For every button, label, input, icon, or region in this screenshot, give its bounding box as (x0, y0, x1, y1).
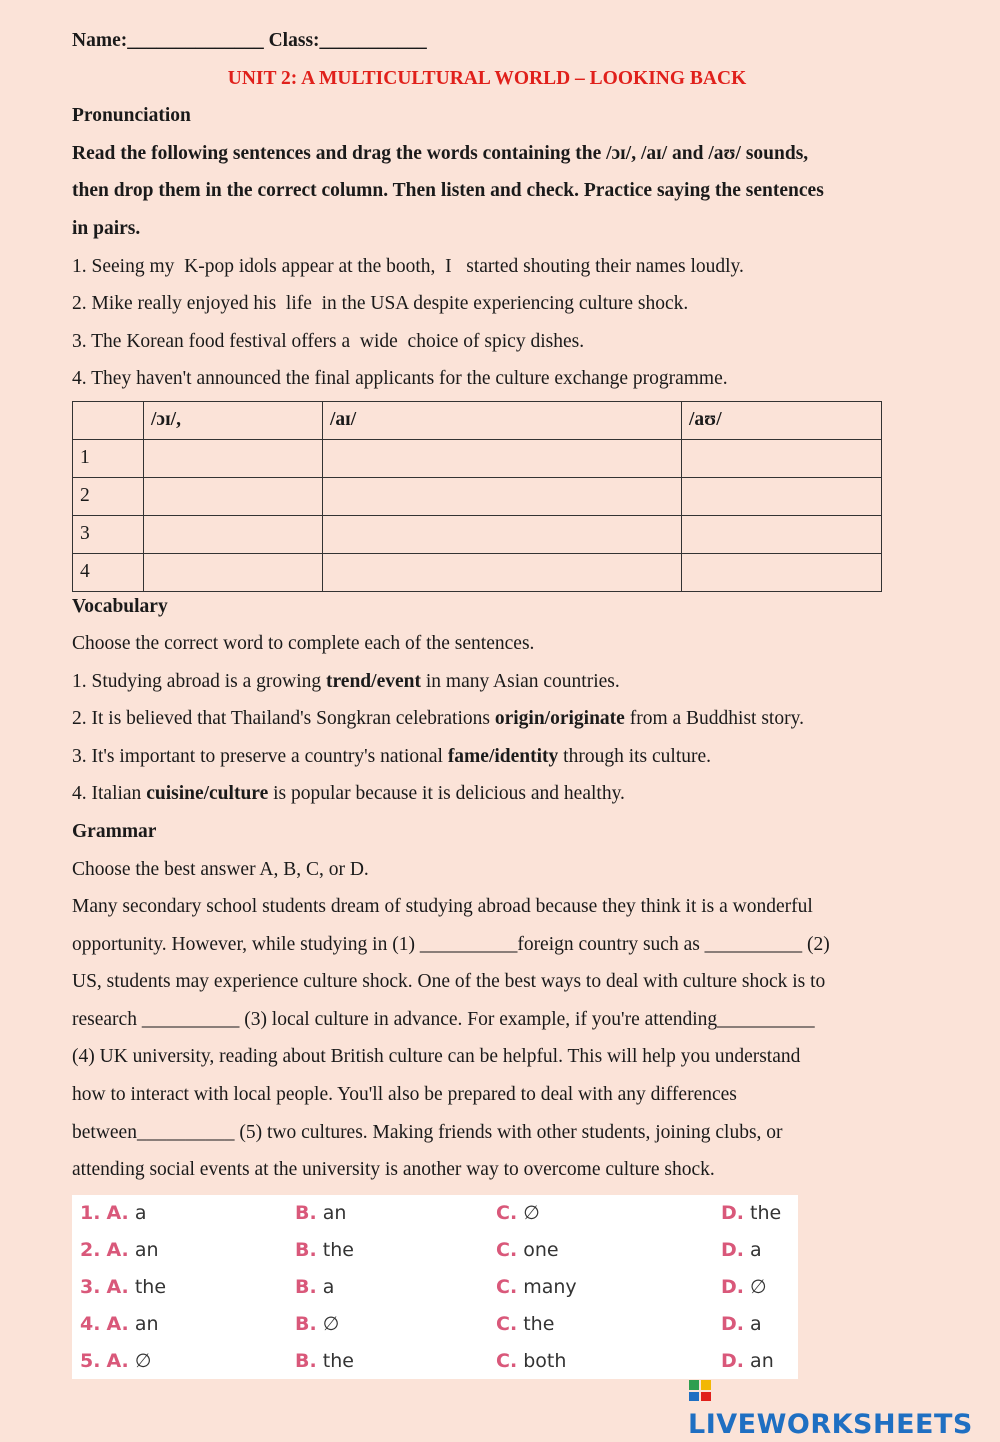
pronunciation-sentence-3: 3. The Korean food festival offers a wide choice of spicy dishes. (72, 330, 585, 352)
liveworksheets-logo-icon (688, 1378, 712, 1402)
question-number: 5. (80, 1350, 101, 1372)
vocab-text: 3. It's important to preserve a country's national (72, 745, 448, 767)
option-letter: C. (496, 1276, 518, 1298)
option-letter: D. (721, 1239, 744, 1261)
table-header-row (73, 401, 882, 439)
pronunciation-sentence-1: 1. Seeing my K-pop idols appear at the booth, I started shouting their names loudly. (72, 255, 744, 277)
option-a[interactable] (80, 1269, 166, 1306)
drop-cell-ai[interactable] (323, 515, 682, 553)
option-b[interactable] (295, 1306, 339, 1343)
option-d[interactable] (721, 1269, 767, 1306)
option-letter: C. (496, 1350, 518, 1372)
grammar-passage-line: between__________ (5) two cultures. Making friends with other students, joining clubs, or (72, 1121, 783, 1143)
option-a[interactable] (80, 1306, 159, 1343)
option-b[interactable] (295, 1195, 346, 1232)
option-a[interactable] (80, 1343, 151, 1380)
pronunciation-heading: Pronunciation (72, 105, 191, 127)
vocab-text: 4. Italian (72, 783, 147, 805)
pronunciation-instruction-2: then drop them in the correct column. Then listen and check. Practice saying the sentences (72, 180, 824, 202)
answer-row (80, 1195, 790, 1232)
option-letter: D. (721, 1313, 744, 1335)
option-text: the (750, 1202, 782, 1224)
option-letter: D. (721, 1276, 744, 1298)
drop-cell-oi[interactable] (144, 553, 323, 591)
option-text: ∅ (322, 1313, 340, 1335)
option-text: one (523, 1239, 559, 1261)
option-letter: C. (496, 1313, 518, 1335)
option-letter: B. (295, 1350, 317, 1372)
option-letter: A. (106, 1239, 129, 1261)
answer-row (80, 1343, 790, 1380)
pronunciation-sentence-4: 4. They haven't announced the final applicants for the culture exchange programme. (72, 368, 728, 390)
pronunciation-instruction-3: in pairs. (72, 217, 141, 239)
option-letter: B. (295, 1202, 317, 1224)
vocabulary-heading: Vocabulary (72, 595, 168, 617)
option-text: both (523, 1350, 567, 1372)
grammar-passage-line: attending social events at the university is another way to overcome culture shock. (72, 1159, 715, 1181)
vocabulary-item (72, 738, 932, 776)
option-text: a (750, 1239, 762, 1261)
option-text: an (134, 1239, 159, 1261)
table-row (73, 439, 882, 477)
answer-row (80, 1306, 790, 1343)
drop-cell-au[interactable] (682, 477, 882, 515)
option-c[interactable] (496, 1306, 554, 1343)
vocabulary-instruction: Choose the correct word to complete each of the sentences. (72, 632, 535, 654)
option-c[interactable] (496, 1232, 559, 1269)
drop-cell-oi[interactable] (144, 515, 323, 553)
answer-row (80, 1232, 790, 1269)
pronunciation-instruction-1: Read the following sentences and drag the words containing the /ɔɪ/, /aɪ/ and /aʊ/ sounds, (72, 142, 809, 164)
option-letter: B. (295, 1239, 317, 1261)
option-text: the (322, 1350, 354, 1372)
logo-text: LIVEWORKSHEETS (688, 1409, 973, 1440)
option-d[interactable] (721, 1232, 762, 1269)
vocab-text: is popular because it is delicious and healthy. (268, 783, 625, 805)
option-letter: A. (106, 1276, 129, 1298)
question-number: 1. (80, 1202, 101, 1224)
option-letter: A. (106, 1202, 129, 1224)
option-a[interactable] (80, 1195, 146, 1232)
drop-cell-oi[interactable] (144, 439, 323, 477)
drop-cell-ai[interactable] (323, 477, 682, 515)
row-number: 1 (73, 439, 144, 477)
option-a[interactable] (80, 1232, 159, 1269)
drop-cell-oi[interactable] (144, 477, 323, 515)
option-text: an (134, 1313, 159, 1335)
option-d[interactable] (721, 1306, 762, 1343)
option-text: a (750, 1313, 762, 1335)
header-cell-au: /aʊ/ (682, 401, 882, 439)
table-row (73, 477, 882, 515)
vocab-text: 2. It is believed that Thailand's Songkran celebrations (72, 708, 495, 730)
option-text: a (134, 1202, 147, 1224)
option-text: the (523, 1313, 555, 1335)
row-number: 2 (73, 477, 144, 515)
option-text: an (322, 1202, 347, 1224)
row-number: 3 (73, 515, 144, 553)
option-letter: A. (106, 1313, 129, 1335)
option-b[interactable] (295, 1343, 354, 1380)
option-text: ∅ (750, 1276, 767, 1298)
vocab-text: in many Asian countries. (420, 670, 620, 692)
vocab-text: 1. Studying abroad is a growing (72, 670, 327, 692)
worksheet-page (72, 22, 932, 1189)
option-c[interactable] (496, 1343, 566, 1380)
option-letter: B. (295, 1313, 317, 1335)
option-text: the (322, 1239, 354, 1261)
row-number: 4 (73, 553, 144, 591)
option-letter: C. (496, 1239, 518, 1261)
grammar-instruction: Choose the best answer A, B, C, or D. (72, 858, 369, 880)
option-letter: B. (295, 1276, 317, 1298)
question-number: 3. (80, 1276, 101, 1298)
vocab-text: through its culture. (558, 745, 712, 767)
grammar-heading: Grammar (72, 820, 157, 842)
vocab-text: from a Buddhist story. (624, 708, 804, 730)
vocabulary-item (72, 700, 932, 738)
grammar-passage-line: research __________ (3) local culture in advance. For example, if you're attending__________ (72, 1008, 815, 1030)
option-d[interactable] (721, 1195, 781, 1232)
question-number: 4. (80, 1313, 101, 1335)
worksheet-title: UNIT 2: A MULTICULTURAL WORLD – LOOKING BACK (227, 67, 747, 89)
drop-cell-au[interactable] (682, 515, 882, 553)
grammar-passage-line: US, students may experience culture shock. One of the best ways to deal with culture shock is to (72, 971, 826, 993)
drop-cell-ai[interactable] (323, 439, 682, 477)
drop-cell-au[interactable] (682, 439, 882, 477)
vocab-choice[interactable]: cuisine/culture (146, 783, 269, 805)
header-cell-number (73, 401, 144, 439)
pronunciation-sentence-2: 2. Mike really enjoyed his life in the USA despite experiencing culture shock. (72, 293, 689, 315)
grammar-passage-line: (4) UK university, reading about British culture can be helpful. This will help you understand (72, 1046, 801, 1068)
drop-cell-ai[interactable] (323, 553, 682, 591)
vocabulary-item (72, 775, 932, 813)
option-letter: D. (721, 1350, 744, 1372)
option-text: ∅ (523, 1202, 540, 1224)
option-text: a (322, 1276, 335, 1298)
option-letter: A. (106, 1350, 129, 1372)
option-letter: C. (496, 1202, 518, 1224)
option-text: many (523, 1276, 577, 1298)
grammar-passage-line: how to interact with local people. You'll also be prepared to deal with any differences (72, 1084, 737, 1106)
grammar-passage-line: opportunity. However, while studying in (1) __________foreign country such as __________ (2) (72, 933, 830, 955)
option-c[interactable] (496, 1269, 577, 1306)
drop-cell-au[interactable] (682, 553, 882, 591)
option-text: an (750, 1350, 774, 1372)
option-b[interactable] (295, 1269, 334, 1306)
option-text: the (134, 1276, 167, 1298)
vocab-choice[interactable]: trend/event (326, 670, 421, 692)
question-number: 2. (80, 1239, 101, 1261)
grammar-passage-line: Many secondary school students dream of studying abroad because they think it is a wonderful (72, 896, 813, 918)
option-text: ∅ (134, 1350, 152, 1372)
vocabulary-item (72, 663, 932, 701)
answer-options-box (72, 1195, 798, 1379)
sound-sorting-table (72, 401, 882, 592)
table-row (73, 553, 882, 591)
table-row (73, 515, 882, 553)
option-b[interactable] (295, 1232, 354, 1269)
vocab-choice[interactable]: fame/identity (447, 745, 559, 767)
name-class-line: Name:______________ Class:___________ (72, 30, 427, 51)
answer-row (80, 1269, 790, 1306)
header-cell-oi: /ɔɪ/, (144, 401, 323, 439)
header-cell-ai: /aɪ/ (323, 401, 682, 439)
option-letter: D. (721, 1202, 744, 1224)
vocab-choice[interactable]: origin/originate (494, 708, 625, 730)
liveworksheets-logo (688, 1374, 1000, 1440)
option-c[interactable] (496, 1195, 540, 1232)
